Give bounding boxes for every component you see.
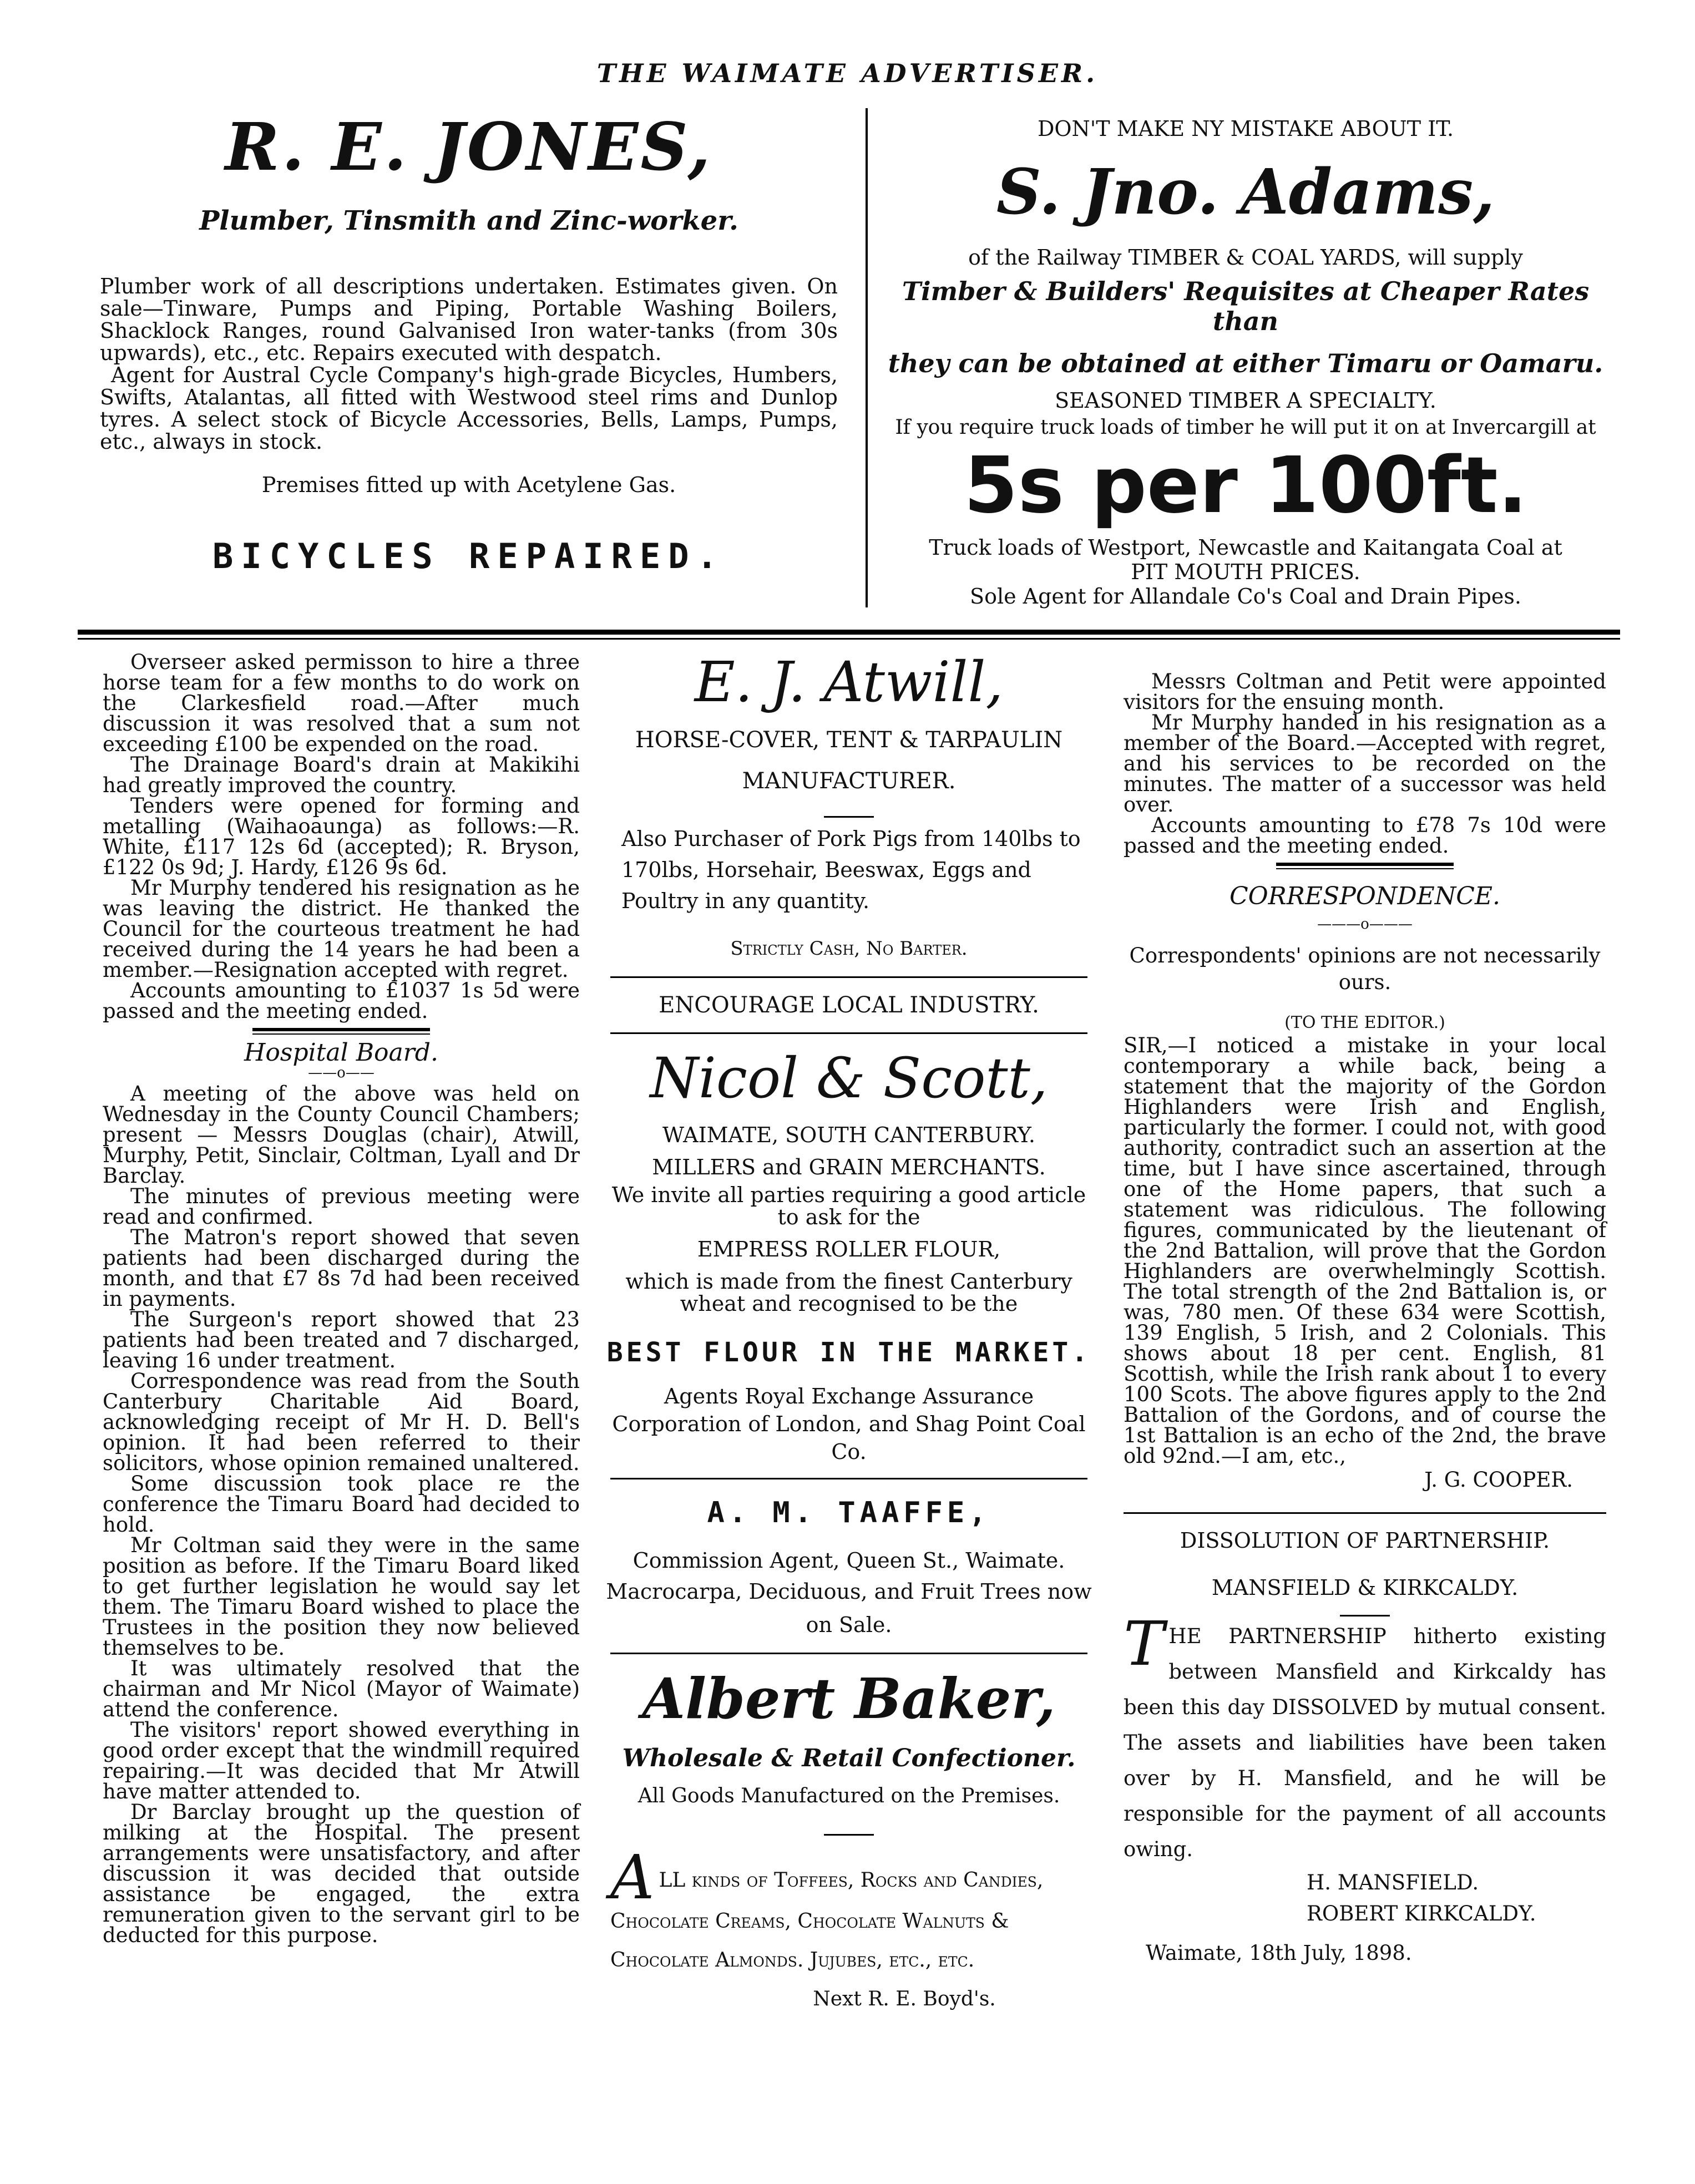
taaffe-line2: Macrocarpa, Deciduous, and Fruit Trees now on Sale.: [606, 1579, 1092, 1637]
atwill-trade2: MANUFACTURER.: [742, 768, 956, 794]
dissolution-sig1: H. MANSFIELD.: [1307, 1871, 1479, 1894]
to-editor: (TO THE EDITOR.): [1284, 1013, 1445, 1032]
dissolution-title: DISSOLUTION OF PARTNERSHIP.: [1180, 1528, 1550, 1553]
baker-l2: Chocolate Creams, Chocolate Walnuts &: [610, 1910, 1009, 1933]
hospital-para-3: The Matron's report showed that seven patients had been discharged during the month, and that £7 8s 7d had been received in payments.: [103, 1225, 580, 1311]
council-para-4: Mr Murphy tendered his resignation as he was leaving the district. He thanked the Council for the courteous treatment he had received during the 14 years he had been a member.—Resignation accepted with regret.: [103, 876, 580, 982]
hospital-para-6: Some discussion took place re the conference the Timaru Board had decided to hold.: [103, 1472, 580, 1537]
adams-tagline: DON'T MAKE NY MISTAKE ABOUT IT.: [1037, 116, 1454, 141]
correspondence-disclaimer: Correspondents' opinions are not necessarily ours.: [1129, 944, 1601, 994]
board-para-1: Messrs Coltman and Petit were appointed visitors for the ensuing month.: [1124, 670, 1606, 714]
top-divider: [866, 108, 868, 607]
hospital-para-9: The visitors' report showed everything in good order except that the windmill required repairing.—It was decided that Mr Atwill have matter attended to.: [103, 1718, 580, 1803]
adams-line4: SEASONED TIMBER A SPECIALTY.: [1055, 388, 1436, 413]
nicol-product: EMPRESS ROLLER FLOUR,: [697, 1237, 1001, 1261]
baker-l3: Chocolate Almonds. Jujubes, etc., etc.: [610, 1949, 975, 1972]
nicol-desc: which is made from the finest Canterbury wheat and recognised to be the: [625, 1269, 1072, 1316]
taaffe-name: A. M. TAAFFE,: [707, 1496, 991, 1529]
dissolution-firm: MANSFIELD & KIRKCALDY.: [1211, 1575, 1519, 1600]
hospital-para-8: It was ultimately resolved that the chairman and Mr Nicol (Mayor of Waimate) attend the conference.: [103, 1656, 580, 1721]
council-para-5: Accounts amounting to £1037 1s 5d were passed and the meeting ended.: [103, 979, 580, 1023]
column-left: [103, 652, 580, 1945]
nicol-agents: Agents Royal Exchange Assurance Corporation of London, and Shag Point Coal Co.: [612, 1384, 1086, 1464]
dissolution-date: Waimate, 18th July, 1898.: [1146, 1941, 1412, 1965]
baker-dropcap: A: [610, 1842, 655, 1913]
hospital-para-10: Dr Barclay brought up the question of milking at the Hospital. The present arrangements were unsatisfactory, and after discussion it was decided that outside assistance be engaged, the extra remuneration given to the servant girl to be deducted for this purpose.: [103, 1800, 580, 1947]
taaffe-line1: Commission Agent, Queen St., Waimate.: [633, 1548, 1065, 1573]
hospital-para-1: A meeting of the above was held on Wednesday in the County Council Chambers; present — Messrs Douglas (chair), Atwill, Murphy, Petit, Sinclair, Coltman, Lyall and Dr Barclay.: [103, 1082, 580, 1188]
dissolution-separator: [1340, 1615, 1390, 1617]
dissolution-dropcap: T: [1124, 1608, 1165, 1679]
hospital-para-4: The Surgeon's report showed that 23 patients had been treated and 7 discharged, leaving 16 under treatment.: [103, 1308, 580, 1372]
column-right-separator: [1276, 863, 1454, 869]
column-left-separator: [252, 1028, 430, 1035]
adams-name: S. Jno. Adams,: [996, 156, 1495, 229]
nicol-place: WAIMATE, SOUTH CANTERBURY.: [662, 1123, 1036, 1147]
dissolution-text: HE PARTNERSHIP hitherto existing between Mansfield and Kirkcaldy has been this day DISSOLVED by mutual consent. The assets and liabilities have been taken over by H. Mansfield, and he will be responsible for the payment of all accounts owing.: [1124, 1624, 1606, 1861]
atwill-terms: Strictly Cash, No Barter.: [730, 938, 968, 960]
atwill-separator: [824, 816, 874, 818]
letter-signature: J. G. COOPER.: [1424, 1468, 1573, 1492]
nicol-top-rule: [610, 1032, 1087, 1034]
jones-repaired: BICYCLES REPAIRED.: [212, 536, 725, 576]
baker-separator: [824, 1834, 874, 1836]
board-para-3: Accounts amounting to £78 7s 10d were passed and the meeting ended.: [1124, 813, 1606, 858]
hospital-para-7: Mr Coltman said they were in the same position as before. If the Timaru Board liked to get further legislation he would say let them. The Timaru Board wished to place the Trustees in the position they now believed themselves to be.: [103, 1533, 580, 1660]
nicol-best: BEST FLOUR IN THE MARKET.: [606, 1337, 1091, 1368]
adams-line8: Sole Agent for Allandale Co's Coal and Drain Pipes.: [970, 584, 1521, 609]
adams-line1: of the Railway TIMBER & COAL YARDS, will supply: [968, 245, 1523, 270]
dissolution-sig2: ROBERT KIRKCALDY.: [1307, 1902, 1536, 1925]
hospital-para-5: Correspondence was read from the South Canterbury Charitable Aid Board, acknowledging receipt of Mr H. D. Bell's opinion. It had been referred to their solicitors, whose opinion remained unaltered.: [103, 1369, 580, 1475]
council-para-2: The Drainage Board's drain at Makikihi had greatly improved the country.: [103, 753, 580, 797]
nicol-bottom-rule: [610, 1478, 1087, 1479]
jones-para2: Agent for Austral Cycle Company's high-grade Bicycles, Humbers, Swifts, Atalantas, all fitted with Westwood steel rims and Dunlop tyres. A select stock of Bicycle Accessories, Bells, Lamps, Pumps, etc., always in stock.: [100, 363, 838, 454]
jones-para1: Plumber work of all descriptions undertaken. Estimates given. On sale—Tinware, Pumps and Piping, Portable Washing Boilers, Shacklock Ranges, round Galvanised Iron water-tanks (from 30s upwards), etc., etc. Repairs executed with despatch.: [100, 274, 838, 365]
taaffe-bottom-rule: [610, 1653, 1087, 1654]
dissolution-body: [1124, 1608, 1606, 1867]
baker-trade: Wholesale & Retail Confectioner.: [622, 1744, 1076, 1772]
nicol-invite: We invite all parties requiring a good article to ask for the: [611, 1183, 1086, 1229]
nicol-trade: MILLERS and GRAIN MERCHANTS.: [652, 1155, 1046, 1179]
adams-line7: PIT MOUTH PRICES.: [1131, 560, 1360, 584]
jones-trade: Plumber, Tinsmith and Zinc-worker.: [199, 205, 738, 236]
atwill-name: E. J. Atwill,: [694, 650, 1004, 715]
council-para-3: Tenders were opened for forming and metalling (Waihaoaunga) as follows:—R. White, £117 12s 6d (accepted); R. Bryson, £122 0s 9d; J. Hardy, £126 9s 6d.: [103, 794, 580, 879]
atwill-trade1: HORSE-COVER, TENT & TARPAULIN: [635, 727, 1063, 753]
hospital-para-2: The minutes of previous meeting were read and confirmed.: [103, 1184, 580, 1229]
jones-name: R. E. JONES,: [225, 108, 713, 185]
adams-line5: If you require truck loads of timber he will put it on at Invercargill at: [895, 416, 1596, 439]
baker-l1: LL kinds of Toffees, Rocks and Candies,: [659, 1869, 1044, 1892]
nicol-tagline: ENCOURAGE LOCAL INDUSTRY.: [659, 992, 1039, 1018]
adams-price: 5s per 100ft.: [964, 440, 1527, 531]
dissolution-top-rule: [1124, 1512, 1606, 1514]
baker-line1: All Goods Manufactured on the Premises.: [637, 1785, 1060, 1807]
nicol-name: Nicol & Scott,: [650, 1046, 1048, 1111]
jones-premises: Premises fitted up with Acetylene Gas.: [261, 473, 676, 497]
baker-candies: [605, 1842, 1093, 1980]
adams-line6: Truck loads of Westport, Newcastle and Kaitangata Coal at: [929, 535, 1562, 560]
column-right: [1124, 671, 1606, 1963]
hospital-dash: ——o——: [308, 1065, 375, 1081]
section-rule: [78, 630, 1620, 640]
atwill-bottom-rule: [610, 976, 1087, 978]
council-para-1: Overseer asked permisson to hire a three horse team for a few months to do work on the Clarkesfield road.—After much discussion it was resolved that a sum not exceeding £100 be expended on the road.: [103, 650, 580, 756]
adams-line2: Timber & Builders' Requisites at Cheaper Rates than: [902, 276, 1590, 336]
masthead: THE WAIMATE ADVERTISER.: [596, 58, 1099, 88]
letter-text: SIR,—I noticed a mistake in your local contemporary a while back, being a statement that the majority of the Gordon Highlanders were Irish and English, particularly the former. I could not, with good authority, contradict such an assertion at the time, but I have since ascertained, through one of the Home papers, that such a statement was ridiculous. The following figures, communicated by the lieutenant of the 2nd Battalion, will prove that the Gordon Highlanders are overwhelmingly Scottish. The total strength of the 2nd Battalion is, or was, 780 men. Of these 634 were Scottish, 139 English, 5 Irish, and 2 Colonials. This shows about 18 per cent. English, 81 Scottish, while the Irish rank about 1 to every 100 Scots. The above figures apply to the 2nd Battalion of the Gordons, and of course the 1st Battalion is an echo of the 2nd, the brave old 92nd.—I am, etc.,: [1124, 1033, 1606, 1468]
correspondence-title: CORRESPONDENCE.: [1229, 882, 1501, 910]
adams-ad: [877, 116, 1615, 609]
baker-name: Albert Baker,: [642, 1666, 1056, 1731]
atwill-text: Also Purchaser of Pork Pigs from 140lbs to 170lbs, Horsehair, Beeswax, Eggs and Poultry in any quantity.: [621, 827, 1081, 913]
adams-line3: they can be obtained at either Timaru or Oamaru.: [888, 348, 1603, 378]
baker-address: Next R. E. Boyd's.: [813, 1988, 996, 2010]
hospital-title: Hospital Board.: [244, 1038, 438, 1067]
correspondence-dash: ———o———: [1317, 916, 1413, 933]
board-para-2: Mr Murphy handed in his resignation as a member of the Board.—Accepted with regret, and his services to be recorded on the minutes. The matter of a successor was held over.: [1124, 711, 1606, 817]
jones-ad: [100, 108, 838, 576]
column-middle: [605, 652, 1093, 2010]
